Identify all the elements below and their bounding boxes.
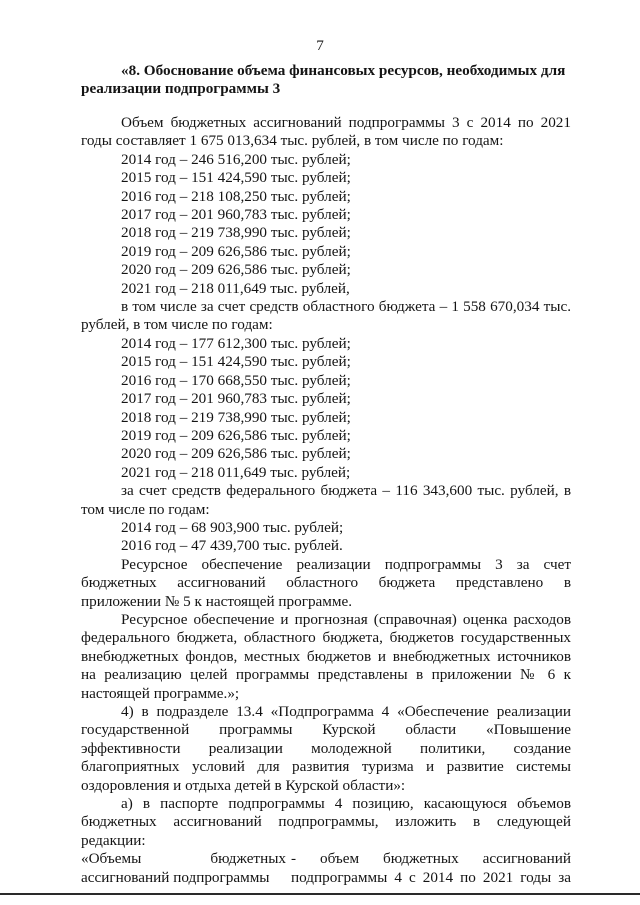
year-line: 2020 год – 209 626,586 тыс. рублей;	[121, 445, 351, 463]
year-line: 2018 год – 219 738,990 тыс. рублей;	[121, 408, 351, 426]
text-line: государственной программы Курской области «Повышение	[81, 721, 571, 739]
text-line: федерального бюджета, областного бюджета, бюджетов государственных	[81, 629, 571, 647]
year-line: 2014 год – 68 903,900 тыс. рублей;	[121, 518, 344, 536]
year-line: 2016 год – 47 439,700 тыс. рублей.	[121, 537, 343, 555]
text-line: Ресурсное обеспечение реализации подпрограммы 3 за счет	[121, 555, 571, 573]
text-line: ассигнований подпрограммы	[81, 868, 270, 886]
text-line: а) в паспорте подпрограммы 4 позицию, касающуюся объемов	[121, 795, 571, 813]
heading-line: «8. Обоснование объема финансовых ресурсов, необходимых для	[121, 62, 566, 79]
heading-line: реализации подпрограммы 3	[81, 80, 281, 98]
text-line: оздоровления и отдыха детей в Курской области»:	[81, 776, 406, 794]
year-line: 2014 год – 177 612,300 тыс. рублей;	[121, 334, 351, 352]
text-line: Объем бюджетных ассигнований подпрограммы 3 с 2014 по 2021	[121, 114, 571, 131]
text-line: бюджетных ассигнований подпрограммы, изложить в следующей	[81, 813, 571, 831]
document-body	[81, 114, 571, 887]
text-line: том числе по годам:	[81, 500, 210, 518]
text-line: Ресурсное обеспечение и прогнозная (справочная) оценка расходов	[121, 610, 571, 628]
year-line: 2021 год – 218 011,649 тыс. рублей,	[121, 279, 350, 297]
text-line: рублей, в том числе по годам:	[81, 316, 273, 334]
regional-years-list	[81, 335, 571, 482]
year-line: 2016 год – 170 668,550 тыс. рублей;	[121, 371, 351, 389]
text-line: настоящей программе.»;	[81, 684, 240, 702]
page-number: 7	[316, 37, 324, 54]
year-line: 2020 год – 209 626,586 тыс. рублей;	[121, 261, 351, 279]
year-line: 2019 год – 209 626,586 тыс. рублей;	[121, 426, 351, 444]
scan-edge-line	[0, 893, 640, 895]
year-line: 2018 год – 219 738,990 тыс. рублей;	[121, 224, 351, 242]
year-line: 2014 год – 246 516,200 тыс. рублей;	[121, 150, 351, 168]
text-line: приложении № 5 к настоящей программе.	[81, 592, 353, 610]
year-line: 2017 год – 201 960,783 тыс. рублей;	[121, 206, 351, 224]
text-line: в том числе за счет средств областного бюджета – 1 558 670,034 тыс.	[121, 298, 571, 316]
text-line: редакции:	[81, 831, 146, 849]
passport-row	[81, 850, 571, 887]
text-line: «Объемы бюджетных	[81, 850, 286, 868]
year-line: 2016 год – 218 108,250 тыс. рублей;	[121, 187, 351, 205]
text-line: годы составляет 1 675 013,634 тыс. рублей, в том числе по годам:	[81, 132, 504, 150]
total-years-list	[81, 151, 571, 298]
text-line: 4) в подразделе 13.4 «Подпрограмма 4 «Обеспечение реализации	[121, 703, 571, 720]
text-line: за счет средств федерального бюджета – 116 343,600 тыс. рублей, в	[121, 482, 571, 500]
year-line: 2015 год – 151 424,590 тыс. рублей;	[121, 169, 351, 187]
section-heading	[81, 62, 571, 99]
text-line: - объем бюджетных ассигнований	[291, 850, 571, 868]
passport-label	[81, 850, 286, 887]
year-line: 2021 год – 218 011,649 тыс. рублей;	[121, 463, 351, 481]
year-line: 2019 год – 209 626,586 тыс. рублей;	[121, 242, 351, 260]
text-line: эффективности реализации молодежной политики, создание	[81, 739, 571, 757]
text-line: на реализацию целей программы представлены в приложении № 6 к	[81, 666, 571, 684]
text-line: бюджетных ассигнований областного бюджета представлено в	[81, 574, 571, 592]
text-line: внебюджетных фондов, местных бюджетов и внебюджетных источников	[81, 647, 571, 665]
year-line: 2015 год – 151 424,590 тыс. рублей;	[121, 353, 351, 371]
text-line: подпрограммы 4 с 2014 по 2021 годы за	[291, 868, 571, 886]
text-line: благоприятных условий для развития туризма и развитие системы	[81, 758, 571, 776]
federal-years-list	[81, 519, 571, 556]
year-line: 2017 год – 201 960,783 тыс. рублей;	[121, 390, 351, 408]
passport-value	[291, 850, 571, 887]
